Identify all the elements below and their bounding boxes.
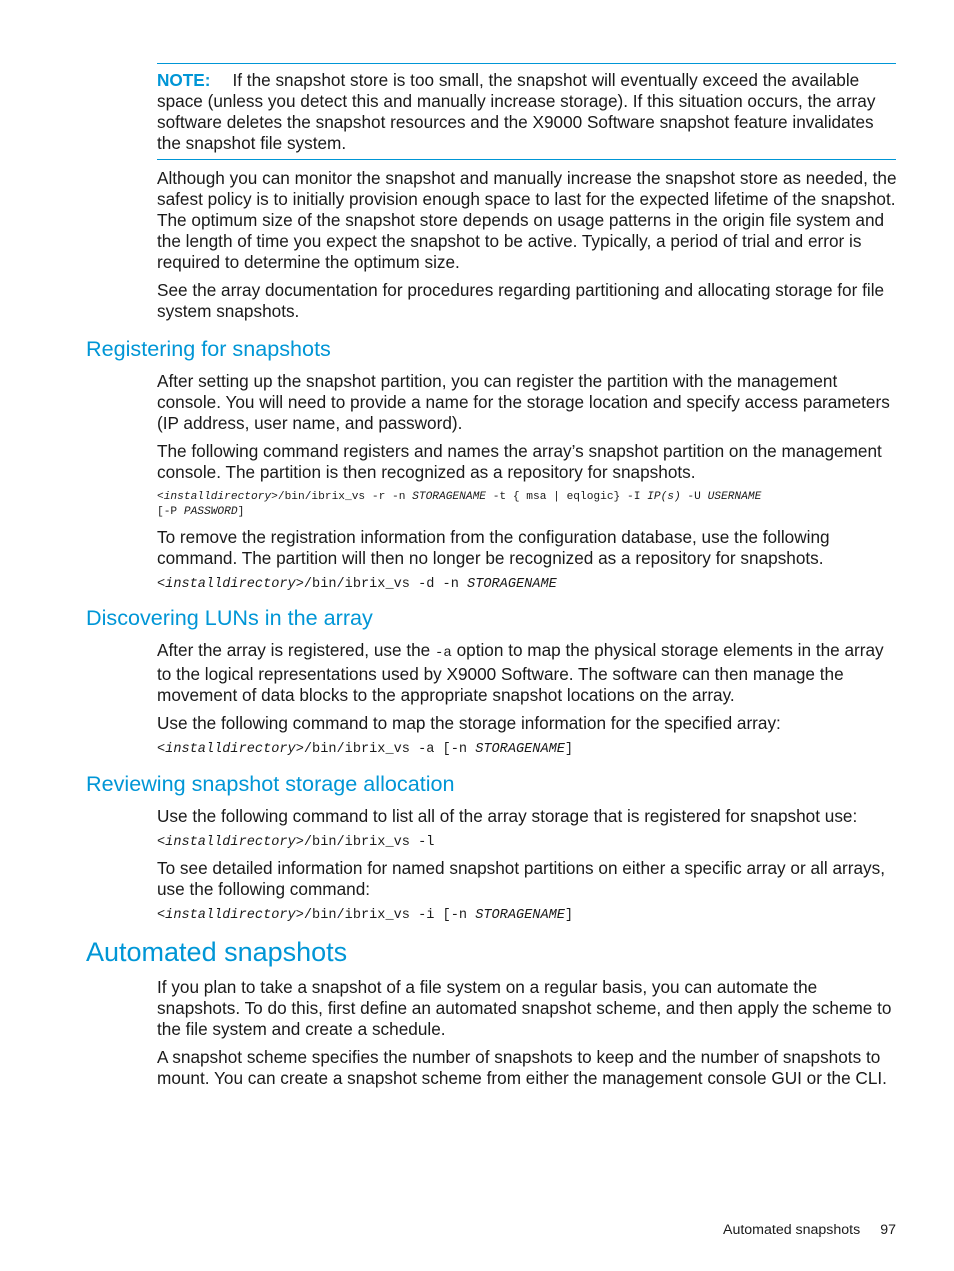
registering-paragraph-2: The following command registers and names the array’s snapshot partition on the management console. The partition is then recognized as a repository for snapshots.: [157, 441, 882, 482]
automated-section: [157, 977, 898, 1096]
intro-paragraph-2: See the array documentation for procedures regarding partitioning and allocating storage for file system snapshots.: [157, 280, 885, 321]
detail-storage-command: <installdirectory>/bin/ibrix_vs -i [-n STORAGENAME]: [157, 908, 574, 923]
automated-paragraph-2: A snapshot scheme specifies the number of snapshots to keep and the number of snapshots to mount. You can create a snapshot scheme from either the management console GUI or the CLI.: [157, 1047, 887, 1088]
heading-reviewing: Reviewing snapshot storage allocation: [86, 771, 455, 796]
registering-paragraph-3: To remove the registration information from the configuration database, use the following command. The partition will then no longer be recognized as a repository for snapshots.: [157, 527, 830, 568]
footer-section-title: Automated snapshots: [722, 1222, 861, 1238]
reviewing-paragraph-1: Use the following command to list all of the array storage that is registered for snapshot use:: [157, 806, 858, 826]
intro-section: [157, 168, 898, 329]
registering-paragraph-1: After setting up the snapshot partition, you can register the partition with the management console. You will need to provide a name for the storage location and specify access parameters (IP address, user name, and password).: [157, 371, 890, 433]
reviewing-section: [157, 806, 898, 931]
map-storage-command: <installdirectory>/bin/ibrix_vs -a [-n STORAGENAME]: [157, 742, 574, 757]
note-text: If the snapshot store is too small, the snapshot will eventually exceed the available space (unless you detect this and manually increase storage). If this situation occurs, the array software deletes the snapshot resources and the X9000 Software snapshot feature invalidates the snapshot file system.: [157, 70, 876, 153]
page-footer: [723, 1222, 896, 1238]
page-number: 97: [880, 1222, 896, 1238]
list-storage-command: <installdirectory>/bin/ibrix_vs -l: [157, 835, 435, 850]
discovering-paragraph-1: After the array is registered, use the -a option to map the physical storage elements in the array to the logical representations used by X9000 Software. The software can then manage the movement of data blocks to the appropriate snapshot locations on the array.: [157, 640, 884, 705]
note-box: [157, 63, 896, 160]
option-a-code: -a: [435, 645, 452, 661]
intro-paragraph-1: Although you can monitor the snapshot and manually increase the snapshot store as needed, the safest policy is to initially provision enough space to last for the expected lifetime of the snapshot. The optimum size of the snapshot store depends on usage patterns in the origin file system and the length of time you expect the snapshot to be active. Typically, a period of trial and error is required to determine the optimum size.: [157, 168, 897, 272]
heading-discovering: Discovering LUNs in the array: [86, 605, 373, 630]
note-label: NOTE:: [157, 70, 211, 90]
heading-automated-snapshots: Automated snapshots: [86, 937, 348, 967]
remove-registration-command: <installdirectory>/bin/ibrix_vs -d -n STORAGENAME: [157, 577, 557, 592]
register-command: <installdirectory>/bin/ibrix_vs -r -n STORAGENAME -t { msa | eqlogic} -I IP(s) -U USERNAME [-P PASSWORD]: [157, 491, 762, 518]
heading-registering: Registering for snapshots: [86, 336, 331, 361]
discovering-section: [157, 640, 898, 765]
automated-paragraph-1: If you plan to take a snapshot of a file system on a regular basis, you can automate the snapshots. To do this, first define an automated snapshot scheme, and then apply the scheme to the file system and create a schedule.: [157, 977, 892, 1039]
discovering-paragraph-2: Use the following command to map the storage information for the specified array:: [157, 713, 781, 733]
reviewing-paragraph-2: To see detailed information for named snapshot partitions on either a specific array or all arrays, use the following command:: [157, 858, 885, 899]
registering-section: [157, 371, 898, 600]
